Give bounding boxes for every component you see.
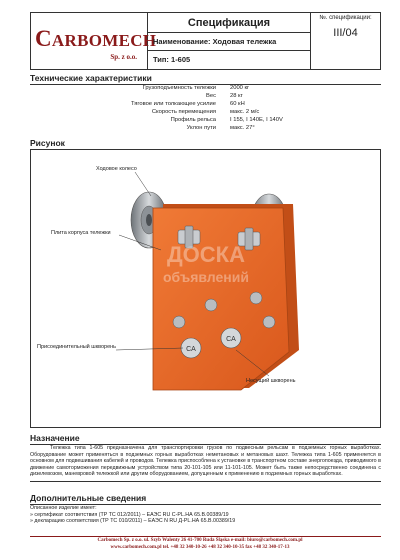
spec-row: Грузоподъемность тележки 2000 кг [142, 85, 250, 91]
drawing-area [30, 150, 381, 428]
logo-subtitle: Sp. z o.o. [110, 53, 137, 61]
doc-title: Спецификация [148, 13, 310, 33]
additional-heading: Дополнительные сведения [30, 493, 381, 505]
callout-plate: Плита корпуса тележки [51, 230, 111, 236]
logo-wordmark: CARBOMECH [35, 26, 157, 51]
pin-left [181, 338, 201, 358]
declaration-item: » декларацию соответствия (ТР ТС 010/2011) – ЕАЭС N RU Д-PL.НА 65.В.00389/19 [30, 518, 236, 525]
pin-right [221, 328, 241, 348]
watermark: ДОСКА [167, 242, 245, 267]
plate-mark-right: CA [226, 336, 236, 343]
plate-front [153, 208, 289, 390]
footer-address: Carbomech Sp. z o.o. ul. Szyb Walenty 26 41-700 Ruda Śląska e-mail: biuro@carbomech.com.pl [97, 538, 303, 543]
specs-table [30, 85, 381, 133]
svg-text:объявлений: объявлений [163, 269, 249, 285]
spec-row: Скорость перемещения макс. 2 м/с [151, 109, 260, 115]
additional-intro: Описанное изделие имеет: [30, 505, 97, 511]
plate-mark-left: CA [186, 346, 196, 353]
spec-number: III/04 [333, 27, 358, 39]
spec-row: Вес 28 кг [206, 93, 243, 99]
header-table [30, 12, 381, 70]
spec-number-label: №. спецификации: [319, 15, 372, 21]
spec-number-cell [310, 13, 380, 69]
logo [31, 13, 157, 69]
footer-divider [30, 536, 381, 537]
callout-wheel: Ходовое колесо [96, 166, 137, 172]
product-name: Наименование: Ходовая тележка [148, 33, 310, 51]
spec-row: Тяговое или толкающее усилие 60 кН [131, 101, 245, 107]
spec-row: Уклон пути макс. 27° [186, 125, 255, 131]
spec-row: Профиль рельса I 155, I 140E, I 140V [170, 117, 283, 123]
additional-info [30, 505, 381, 525]
purpose-text: Тележка типа 1-605 предназначена для транспортировки грузов по подвесным рельсам в подземных горных выработках. Оборудование может применяться в подземных горных выработках неметановых и метановых шахт. Тележка типа 1-605 применяется в основном для подвешивания кабелей и проводов. Тележка приспособлена к установке в транспортном составе энергопоезда, приводимого в движение самоторможения передвижным устройством типа 20-101-105 или 11-101-105. Может быть также непосредственно соединена с дизелевозом, маневровой тележкой или другим оборудованием, допущенным к применению в подземных горных выработках. [30, 445, 381, 482]
purpose-heading: Назначение [30, 433, 381, 445]
drawing-heading: Рисунок [30, 138, 381, 150]
trolley-illustration [31, 150, 380, 428]
footer-contacts: www.carbomech.com.pl tel. +48 32 340-10-26 +48 32 340-10-35 fax +48 32 340-17-13 [110, 544, 290, 550]
callout-carrier: Несущий шкворень [246, 378, 296, 384]
callout-pin: Присоединительный шкворень [37, 344, 117, 350]
footer [0, 538, 400, 551]
specs-heading: Технические характеристики [30, 73, 381, 85]
certificate-item: » сертификат соответствия (ТР ТС 012/2011) – ЕАЭС RU С-PL.НА 65.В.00389/19 [30, 511, 229, 518]
product-type: Тип: 1-605 [153, 55, 191, 64]
